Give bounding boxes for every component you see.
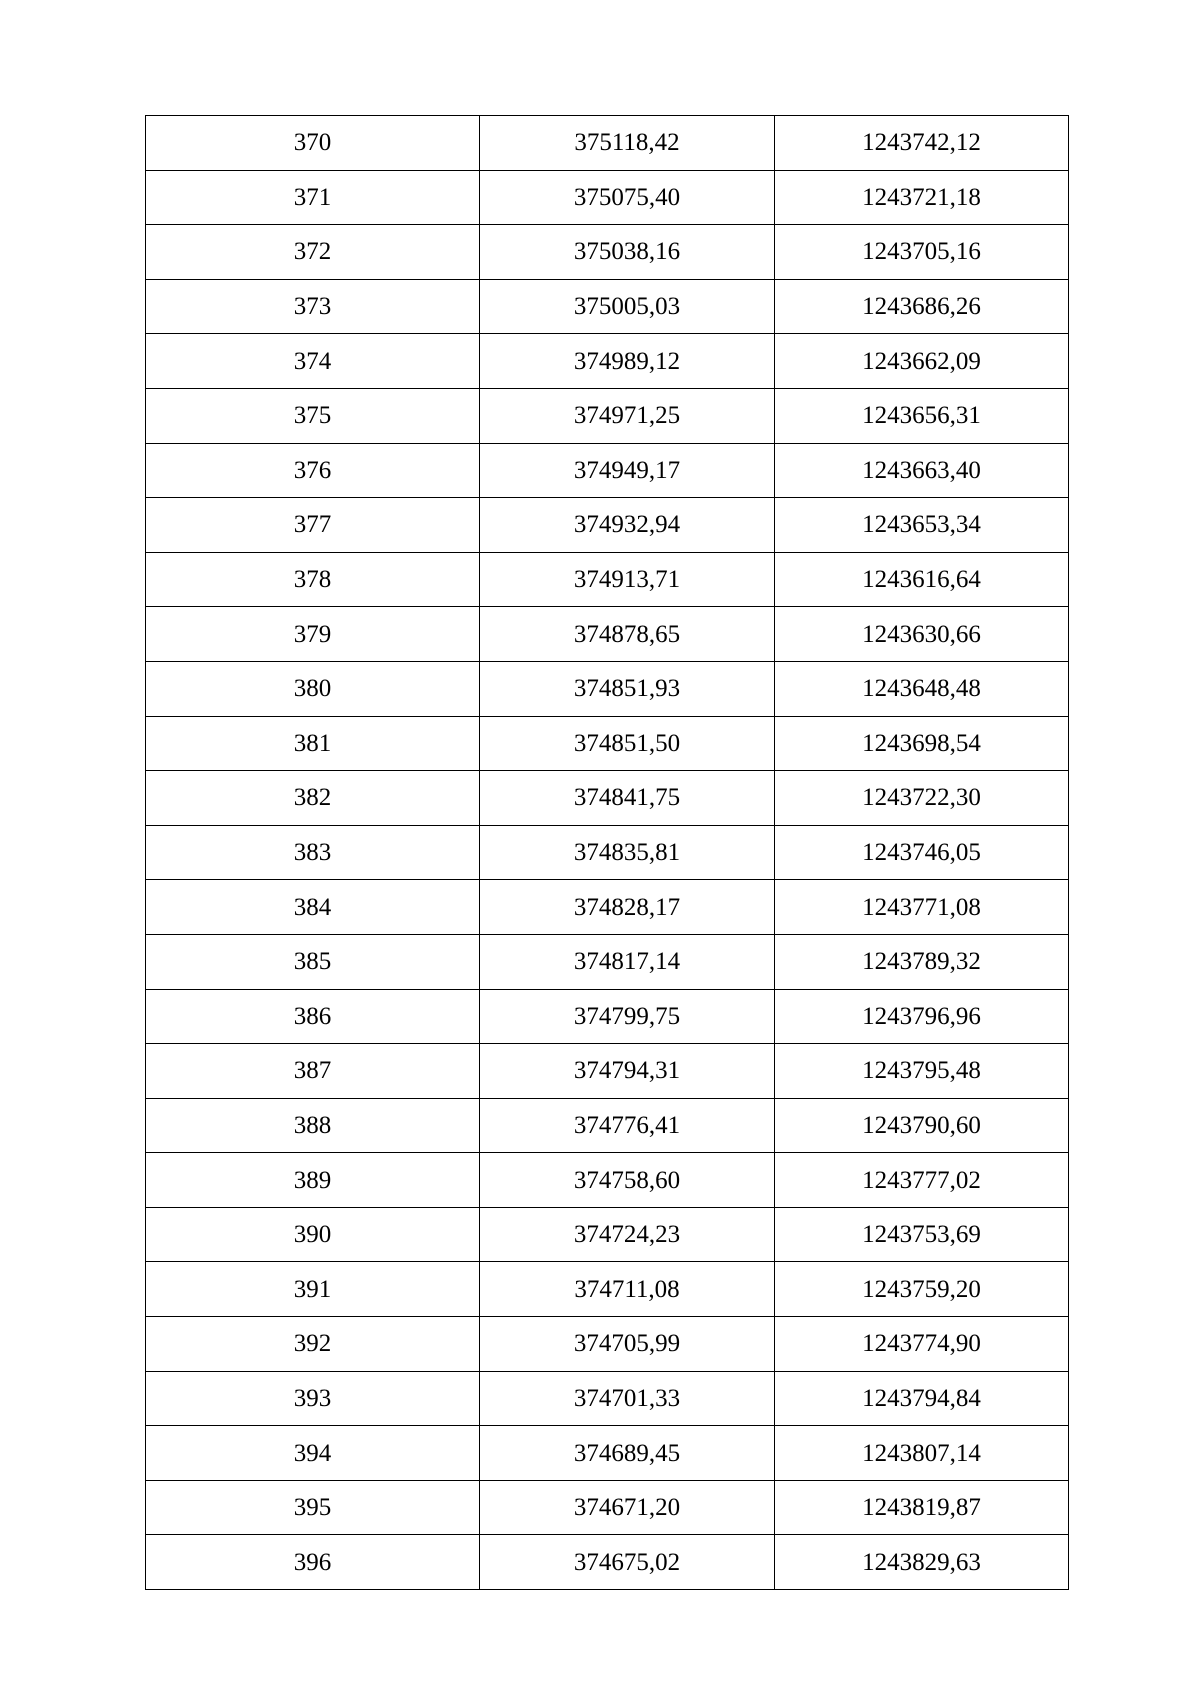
point-number-cell: 396: [146, 1535, 480, 1590]
point-number-cell: 394: [146, 1426, 480, 1481]
x-coordinate-cell: 374758,60: [480, 1153, 775, 1208]
y-coordinate-cell: 1243789,32: [775, 934, 1069, 989]
table-row: [146, 225, 1069, 280]
x-coordinate-cell: 374878,65: [480, 607, 775, 662]
point-number-cell: 390: [146, 1207, 480, 1262]
point-number-cell: 374: [146, 334, 480, 389]
point-number-cell: 384: [146, 880, 480, 935]
table-row: [146, 1426, 1069, 1481]
y-coordinate-cell: 1243616,64: [775, 552, 1069, 607]
x-coordinate-cell: 374724,23: [480, 1207, 775, 1262]
x-coordinate-cell: 374913,71: [480, 552, 775, 607]
y-coordinate-cell: 1243698,54: [775, 716, 1069, 771]
y-coordinate-cell: 1243794,84: [775, 1371, 1069, 1426]
x-coordinate-cell: 374949,17: [480, 443, 775, 498]
table-row: [146, 1262, 1069, 1317]
y-coordinate-cell: 1243686,26: [775, 279, 1069, 334]
x-coordinate-cell: 374799,75: [480, 989, 775, 1044]
point-number-cell: 380: [146, 661, 480, 716]
y-coordinate-cell: 1243753,69: [775, 1207, 1069, 1262]
y-coordinate-cell: 1243771,08: [775, 880, 1069, 935]
point-number-cell: 391: [146, 1262, 480, 1317]
table-row: [146, 1153, 1069, 1208]
point-number-cell: 375: [146, 388, 480, 443]
y-coordinate-cell: 1243662,09: [775, 334, 1069, 389]
point-number-cell: 373: [146, 279, 480, 334]
table-row: [146, 116, 1069, 171]
table-row: [146, 1535, 1069, 1590]
point-number-cell: 377: [146, 498, 480, 553]
x-coordinate-cell: 374817,14: [480, 934, 775, 989]
x-coordinate-cell: 374851,50: [480, 716, 775, 771]
point-number-cell: 392: [146, 1317, 480, 1372]
point-number-cell: 382: [146, 771, 480, 826]
y-coordinate-cell: 1243807,14: [775, 1426, 1069, 1481]
table-row: [146, 334, 1069, 389]
table-row: [146, 661, 1069, 716]
x-coordinate-cell: 374851,93: [480, 661, 775, 716]
table-row: [146, 170, 1069, 225]
table-row: [146, 607, 1069, 662]
point-number-cell: 376: [146, 443, 480, 498]
x-coordinate-cell: 374835,81: [480, 825, 775, 880]
table-row: [146, 279, 1069, 334]
x-coordinate-cell: 374675,02: [480, 1535, 775, 1590]
x-coordinate-cell: 374971,25: [480, 388, 775, 443]
y-coordinate-cell: 1243705,16: [775, 225, 1069, 280]
table-row: [146, 498, 1069, 553]
coordinates-table-body: [146, 116, 1069, 1590]
table-row: [146, 716, 1069, 771]
point-number-cell: 393: [146, 1371, 480, 1426]
y-coordinate-cell: 1243829,63: [775, 1535, 1069, 1590]
y-coordinate-cell: 1243796,96: [775, 989, 1069, 1044]
x-coordinate-cell: 375005,03: [480, 279, 775, 334]
y-coordinate-cell: 1243759,20: [775, 1262, 1069, 1317]
point-number-cell: 381: [146, 716, 480, 771]
x-coordinate-cell: 374705,99: [480, 1317, 775, 1372]
point-number-cell: 386: [146, 989, 480, 1044]
y-coordinate-cell: 1243746,05: [775, 825, 1069, 880]
point-number-cell: 370: [146, 116, 480, 171]
x-coordinate-cell: 374989,12: [480, 334, 775, 389]
x-coordinate-cell: 374711,08: [480, 1262, 775, 1317]
x-coordinate-cell: 374671,20: [480, 1480, 775, 1535]
x-coordinate-cell: 375118,42: [480, 116, 775, 171]
x-coordinate-cell: 374794,31: [480, 1044, 775, 1099]
y-coordinate-cell: 1243819,87: [775, 1480, 1069, 1535]
point-number-cell: 385: [146, 934, 480, 989]
y-coordinate-cell: 1243653,34: [775, 498, 1069, 553]
point-number-cell: 379: [146, 607, 480, 662]
table-row: [146, 880, 1069, 935]
x-coordinate-cell: 374776,41: [480, 1098, 775, 1153]
table-row: [146, 1044, 1069, 1099]
y-coordinate-cell: 1243648,48: [775, 661, 1069, 716]
point-number-cell: 395: [146, 1480, 480, 1535]
table-row: [146, 1207, 1069, 1262]
y-coordinate-cell: 1243721,18: [775, 170, 1069, 225]
point-number-cell: 383: [146, 825, 480, 880]
x-coordinate-cell: 374689,45: [480, 1426, 775, 1481]
x-coordinate-cell: 375038,16: [480, 225, 775, 280]
point-number-cell: 372: [146, 225, 480, 280]
y-coordinate-cell: 1243790,60: [775, 1098, 1069, 1153]
table-row: [146, 1098, 1069, 1153]
coordinates-table: [145, 115, 1069, 1590]
point-number-cell: 371: [146, 170, 480, 225]
table-row: [146, 552, 1069, 607]
y-coordinate-cell: 1243630,66: [775, 607, 1069, 662]
y-coordinate-cell: 1243663,40: [775, 443, 1069, 498]
table-row: [146, 934, 1069, 989]
x-coordinate-cell: 374701,33: [480, 1371, 775, 1426]
table-row: [146, 388, 1069, 443]
table-row: [146, 1480, 1069, 1535]
table-row: [146, 771, 1069, 826]
point-number-cell: 387: [146, 1044, 480, 1099]
table-row: [146, 825, 1069, 880]
table-row: [146, 1371, 1069, 1426]
table-row: [146, 1317, 1069, 1372]
y-coordinate-cell: 1243777,02: [775, 1153, 1069, 1208]
x-coordinate-cell: 374841,75: [480, 771, 775, 826]
table-row: [146, 989, 1069, 1044]
y-coordinate-cell: 1243656,31: [775, 388, 1069, 443]
y-coordinate-cell: 1243795,48: [775, 1044, 1069, 1099]
y-coordinate-cell: 1243774,90: [775, 1317, 1069, 1372]
x-coordinate-cell: 374932,94: [480, 498, 775, 553]
point-number-cell: 378: [146, 552, 480, 607]
y-coordinate-cell: 1243722,30: [775, 771, 1069, 826]
x-coordinate-cell: 375075,40: [480, 170, 775, 225]
x-coordinate-cell: 374828,17: [480, 880, 775, 935]
point-number-cell: 388: [146, 1098, 480, 1153]
y-coordinate-cell: 1243742,12: [775, 116, 1069, 171]
point-number-cell: 389: [146, 1153, 480, 1208]
table-row: [146, 443, 1069, 498]
